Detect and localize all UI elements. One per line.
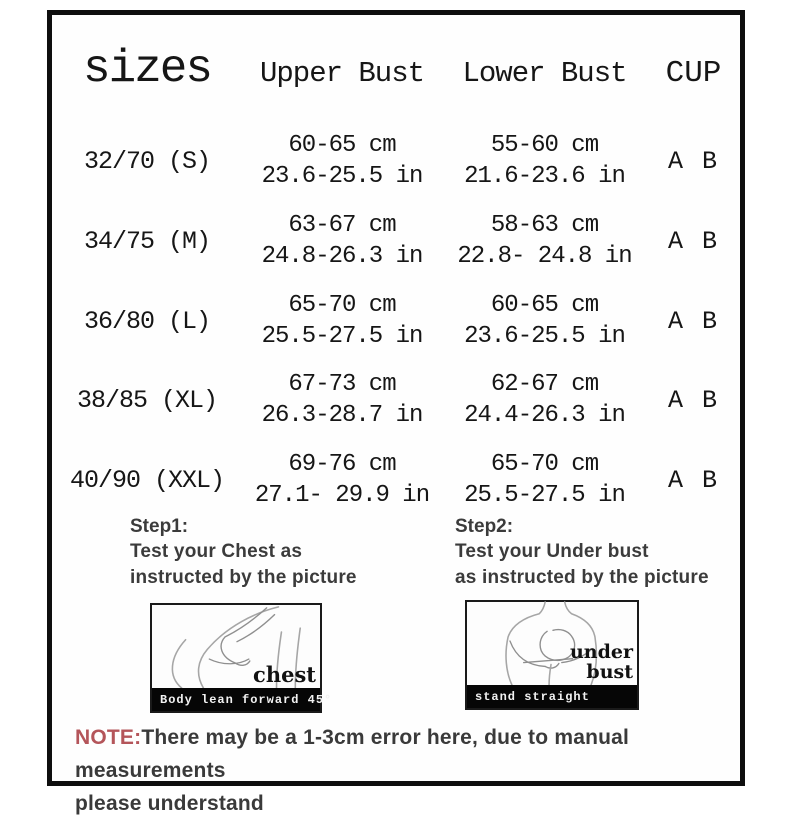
upper-cm: 65-70 cm — [288, 292, 396, 319]
table-header-row — [52, 43, 740, 95]
upper-cm: 63-67 cm — [288, 212, 396, 239]
header-lower-bust: Lower Bust — [462, 57, 627, 90]
cup-cell: A B — [667, 385, 719, 415]
step2-title: Step2: — [455, 516, 514, 537]
lower-in: 22.8- 24.8 in — [457, 243, 632, 270]
upper-bust-cell — [242, 449, 442, 511]
step2-instructions — [455, 515, 755, 591]
note-label: NOTE: — [75, 726, 142, 749]
under-bust-label: under bust — [569, 641, 633, 683]
lower-in: 24.4-26.3 in — [464, 402, 625, 429]
table-row — [52, 210, 740, 272]
header-cup: CUP — [665, 56, 722, 91]
figure2-caption: stand straight — [467, 685, 637, 708]
chest-label: chest — [253, 662, 316, 687]
measure-chest-figure — [150, 603, 333, 713]
upper-in: 24.8-26.3 in — [261, 243, 423, 270]
step2-line1: Test your Under bust — [455, 541, 649, 562]
lower-in: 23.6-25.5 in — [464, 323, 625, 350]
table-row — [52, 369, 740, 431]
lower-cm: 58-63 cm — [490, 212, 599, 239]
size-cell: 32/70 (S) — [83, 146, 211, 176]
upper-bust-cell — [242, 210, 442, 272]
note-line1: There may be a 1-3cm error here, due to manual measurements — [75, 726, 630, 782]
note-text — [75, 721, 735, 820]
lower-bust-cell — [442, 369, 647, 431]
lower-bust-cell — [442, 210, 647, 272]
upper-cm: 69-76 cm — [288, 451, 396, 478]
size-cell: 38/85 (XL) — [76, 385, 218, 415]
cup-cell: A B — [667, 465, 719, 495]
upper-in: 26.3-28.7 in — [261, 402, 423, 429]
lower-bust-cell — [442, 130, 647, 192]
measure-underbust-figure — [465, 600, 639, 710]
upper-cm: 67-73 cm — [288, 371, 396, 398]
size-cell: 40/90 (XXL) — [69, 465, 225, 495]
lower-cm: 55-60 cm — [490, 132, 599, 159]
lower-cm: 60-65 cm — [490, 292, 599, 319]
lower-in: 25.5-27.5 in — [464, 482, 625, 509]
chart-frame — [47, 10, 745, 815]
table-row — [52, 130, 740, 192]
upper-in: 23.6-25.5 in — [261, 163, 423, 190]
upper-bust-cell — [242, 130, 442, 192]
cup-cell: A B — [667, 306, 719, 336]
upper-in: 27.1- 29.9 in — [254, 482, 430, 509]
cup-cell: A B — [667, 146, 719, 176]
size-cell: 36/80 (L) — [83, 306, 211, 336]
step1-title: Step1: — [130, 516, 189, 537]
upper-cm: 60-65 cm — [288, 132, 396, 159]
lower-in: 21.6-23.6 in — [464, 163, 625, 190]
note-line2: please understand — [75, 792, 264, 815]
header-upper-bust: Upper Bust — [259, 57, 425, 90]
step1-line1: Test your Chest as — [130, 541, 303, 562]
size-cell: 34/75 (M) — [83, 226, 211, 256]
lower-cm: 62-67 cm — [490, 371, 599, 398]
cup-cell: A B — [667, 226, 719, 256]
lower-cm: 65-70 cm — [490, 451, 599, 478]
upper-bust-cell — [242, 290, 442, 352]
table-row — [52, 449, 740, 511]
step1-line2: instructed by the picture — [130, 567, 357, 588]
table-row — [52, 290, 740, 352]
header-sizes: sizes — [82, 43, 212, 95]
upper-bust-cell — [242, 369, 442, 431]
lower-bust-cell — [442, 449, 647, 511]
figure1-caption: Body lean forward 45° — [152, 688, 320, 711]
step1-instructions — [130, 515, 430, 591]
step2-line2: as instructed by the picture — [455, 567, 709, 588]
upper-in: 25.5-27.5 in — [261, 323, 423, 350]
lower-bust-cell — [442, 290, 647, 352]
